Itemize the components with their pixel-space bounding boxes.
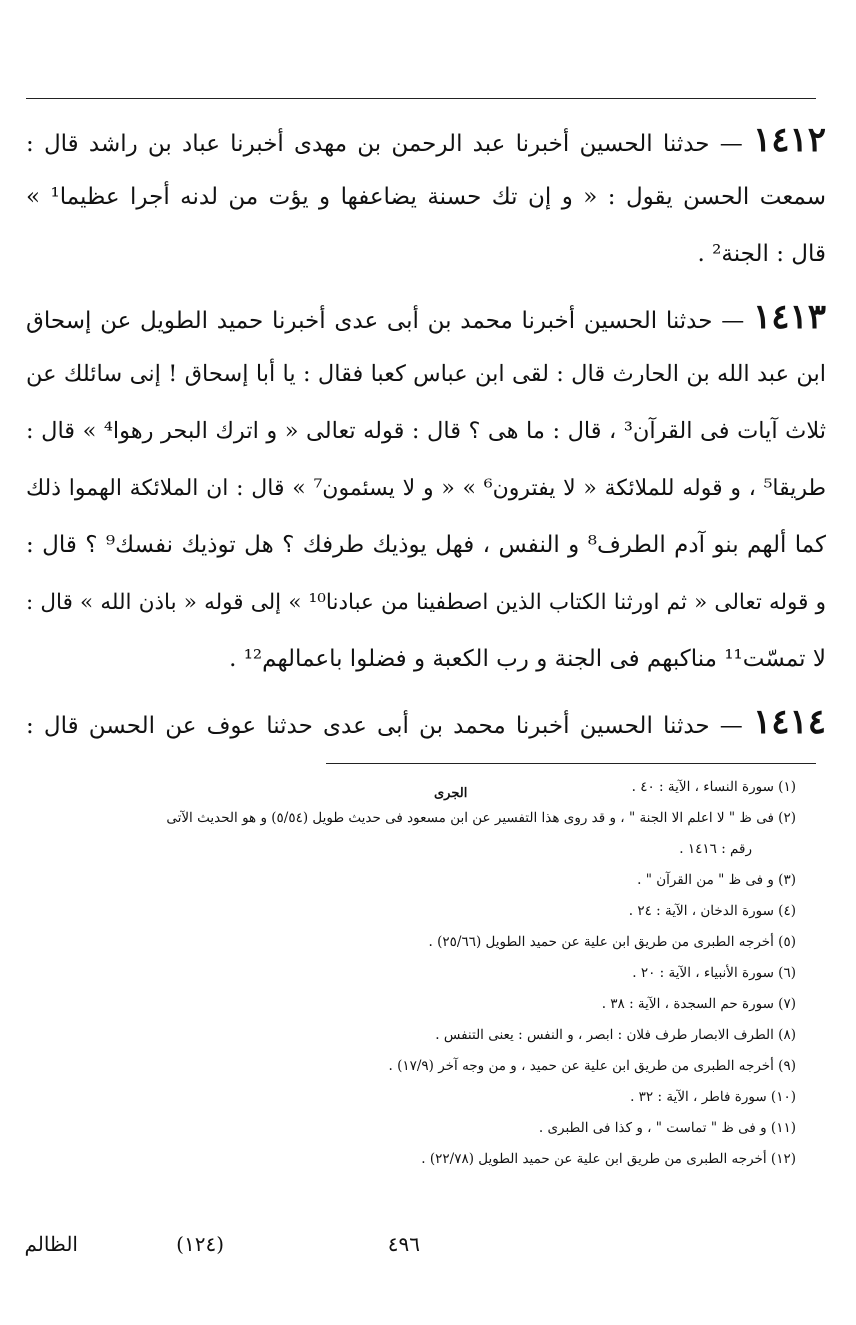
margin-note: الجرى — [434, 786, 468, 801]
footnote-6: (٦) سورة الأنبياء ، الآية : ٢٠ . — [632, 965, 796, 981]
part-number: (١٢٤) — [176, 1232, 224, 1256]
hadith-1412-line-2: سمعت الحسن يقول : « و إن تك حسنة يضاعفها و يؤت من لدنه أجرا عظيما¹ » — [26, 184, 826, 210]
footnote-2: (٢) فى ظ " لا اعلم الا الجنة " ، و قد روى هذا التفسير عن ابن مسعود فى حديث طويل (٥/٥٤) و هو الحديث الآتى — [166, 810, 796, 826]
footnote-separator — [326, 763, 816, 764]
hadith-1413-line-6: و قوله تعالى « ثم اورثنا الكتاب الذين اصطفينا من عبادنا¹⁰ » إلى قوله « باذن الله » قال : — [26, 590, 826, 615]
hadith-1412-line-1 — [26, 112, 826, 169]
page-number: ٤٩٦ — [387, 1232, 420, 1256]
footnote-3: (٣) و فى ظ " من القرآن " . — [637, 872, 796, 888]
footnote-7: (٧) سورة حم السجدة ، الآية : ٣٨ . — [601, 996, 796, 1012]
footnote-2-continued: رقم : ١٤١٦ . — [679, 841, 752, 857]
hadith-1413-line-7: لا تمسّت¹¹ مناكبهم فى الجنة و رب الكعبة و فضلوا باعمالهم¹² . — [229, 646, 826, 672]
footnote-4: (٤) سورة الدخان ، الآية : ٢٤ . — [628, 903, 796, 919]
footnote-9: (٩) أخرجه الطبرى من طريق ابن علية عن حميد ، و من وجه آخر (١٧/٩) . — [388, 1058, 796, 1074]
main-text — [26, 112, 826, 751]
footnote-8: (٨) الطرف الابصار طرف فلان : ابصر ، و النفس : يعنى التنفس . — [435, 1027, 796, 1043]
text-line: — حدثنا الحسين أخبرنا عبد الرحمن بن مهدى أخبرنا عباد بن راشد قال : — [26, 131, 743, 157]
hadith-number: ١٤١٢ — [752, 120, 827, 160]
text-line: — حدثنا الحسين أخبرنا محمد بن أبى عدى أخبرنا حميد الطويل عن إسحاق — [26, 308, 745, 334]
hadith-1413-line-3: ثلاث آيات فى القرآن³ ، قال : ما هى ؟ قال : قوله تعالى « و اترك البحر رهوا⁴ » قال : — [26, 418, 827, 444]
hadith-number: ١٤١٣ — [752, 297, 826, 337]
hadith-1413-line-1 — [26, 289, 826, 346]
footnote-11: (١١) و فى ظ " تماست " ، و كذا فى الطبرى . — [538, 1120, 796, 1136]
footnote-10: (١٠) سورة فاطر ، الآية : ٣٢ . — [630, 1089, 796, 1105]
hadith-number: ١٤١٤ — [752, 702, 826, 742]
running-title: الظالم — [24, 1232, 78, 1256]
footnotes — [14, 772, 796, 1175]
hadith-1414-line-1 — [26, 694, 826, 751]
hadith-1413-line-2: ابن عبد الله بن الحارث قال : لقى ابن عباس كعبا فقال : يا أبا إسحاق ! إنى سائلك عن — [26, 361, 826, 387]
text-line: — حدثنا الحسين أخبرنا محمد بن أبى عدى حدثنا عوف عن الحسن قال : — [26, 713, 743, 739]
hadith-1412-line-3: قال : الجنة² . — [697, 241, 826, 267]
page-footer — [0, 1232, 856, 1272]
top-rule — [26, 98, 816, 99]
footnote-12: (١٢) أخرجه الطبرى من طريق ابن علية عن حميد الطويل (٢٢/٧٨) . — [421, 1151, 796, 1167]
hadith-1413-line-5: كما ألهم بنو آدم الطرف⁸ و النفس ، فهل يوذيك طرفك ؟ هل توذيك نفسك⁹ ؟ قال : — [26, 532, 827, 558]
hadith-1413-line-4: طريقا⁵ ، و قوله للملائكة « لا يفترون⁶ » « و لا يسئمون⁷ » قال : ان الملائكة الهموا ذلك — [26, 476, 827, 501]
footnote-1: (١) سورة النساء ، الآية : ٤٠ . — [631, 779, 796, 795]
footnote-5: (٥) أخرجه الطبرى من طريق ابن علية عن حميد الطويل (٢٥/٦٦) . — [428, 934, 796, 950]
